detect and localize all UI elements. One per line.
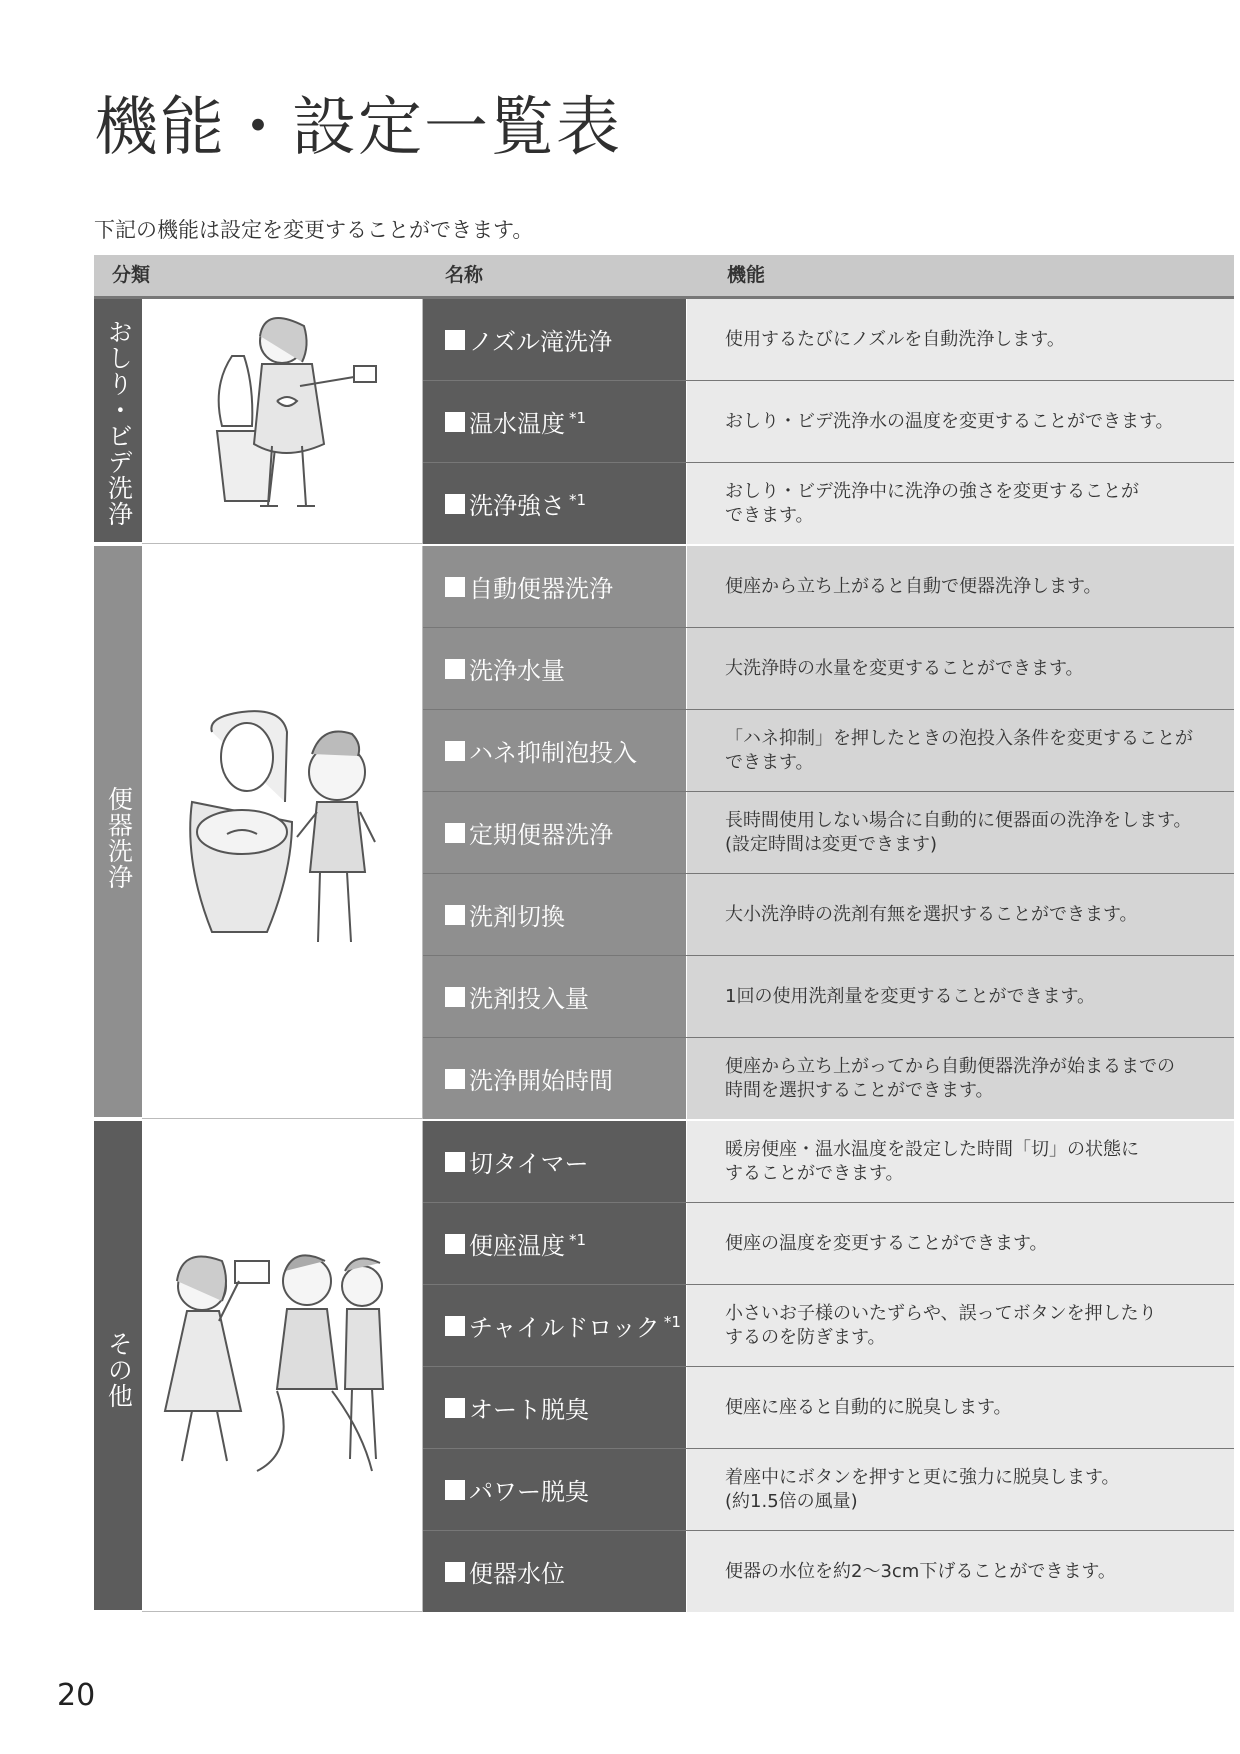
header-name: 名称 (445, 264, 484, 286)
square-bullet-icon (445, 330, 465, 350)
function-description: 便座に座ると自動的に脱臭します。 (687, 1367, 1234, 1448)
table-group-other (94, 1121, 1234, 1614)
function-settings-table (94, 255, 1234, 1614)
category-label-other: その他 (94, 1121, 142, 1612)
category-label-bowl-cleaning: 便器洗浄 (94, 546, 142, 1119)
function-description: 便座から立ち上がると自動で便器洗浄します。 (687, 546, 1234, 627)
function-description: 暖房便座・温水温度を設定した時間「切」の状態に することができます。 (687, 1121, 1234, 1202)
function-name: 便器水位 (423, 1531, 687, 1612)
group-rows (423, 299, 1234, 544)
table-row (423, 874, 1234, 956)
function-description: 「ハネ抑制」を押したときの泡投入条件を変更することが できます。 (687, 710, 1234, 791)
square-bullet-icon (445, 1480, 465, 1500)
square-bullet-icon (445, 1234, 465, 1254)
function-description: 小さいお子様のいたずらや、誤ってボタンを押したり するのを防ぎます。 (687, 1285, 1234, 1366)
woman-toilet-illustration (182, 306, 382, 536)
function-name: 温水温度 $^{*1}$ (423, 381, 687, 462)
function-description: 便座の温度を変更することができます。 (687, 1203, 1234, 1284)
function-name: 自動便器洗浄 (423, 546, 687, 627)
function-description: 長時間使用しない場合に自動的に便器面の洗浄をします。 (設定時間は変更できます) (687, 792, 1234, 873)
table-row (423, 1121, 1234, 1203)
category-label-washing: おしり・ビデ洗浄 (94, 299, 142, 544)
table-row (423, 1038, 1234, 1119)
function-description: おしり・ビデ洗浄水の温度を変更することができます。 (687, 381, 1234, 462)
function-name: 洗浄水量 (423, 628, 687, 709)
table-row (423, 1531, 1234, 1612)
square-bullet-icon (445, 987, 465, 1007)
group-rows (423, 1121, 1234, 1612)
table-row (423, 381, 1234, 463)
illustration-woman-seated (142, 299, 423, 544)
table-group-bowl-cleaning (94, 546, 1234, 1121)
function-description: 便座から立ち上がってから自動便器洗浄が始まるまでの 時間を選択することができます。 (687, 1038, 1234, 1119)
illustration-boy-toilet (142, 546, 423, 1119)
square-bullet-icon (445, 1069, 465, 1089)
function-name: 洗浄強さ $^{*1}$ (423, 463, 687, 544)
function-name: オート脱臭 (423, 1367, 687, 1448)
table-row (423, 792, 1234, 874)
header-category: 分類 (112, 264, 151, 286)
function-name: 定期便器洗浄 (423, 792, 687, 873)
illustration-family (142, 1121, 423, 1612)
table-row (423, 299, 1234, 381)
square-bullet-icon (445, 577, 465, 597)
square-bullet-icon (445, 412, 465, 432)
function-description: 便器の水位を約2〜3cm下げることができます。 (687, 1531, 1234, 1612)
table-row (423, 1285, 1234, 1367)
function-description: 着座中にボタンを押すと更に強力に脱臭します。 (約1.5倍の風量) (687, 1449, 1234, 1530)
function-name: 洗剤投入量 (423, 956, 687, 1037)
table-row (423, 463, 1234, 544)
function-description: 大洗浄時の水量を変更することができます。 (687, 628, 1234, 709)
header-function: 機能 (727, 264, 766, 286)
table-header-row (94, 255, 1234, 299)
function-name: ノズル滝洗浄 (423, 299, 687, 380)
table-group-washing (94, 299, 1234, 546)
table-row (423, 1367, 1234, 1449)
square-bullet-icon (445, 1562, 465, 1582)
function-name: パワー脱臭 (423, 1449, 687, 1530)
function-name: 洗剤切換 (423, 874, 687, 955)
table-row (423, 1203, 1234, 1285)
group-rows (423, 546, 1234, 1119)
function-name: チャイルドロック $^{*1}$ (423, 1285, 687, 1366)
function-description: 大小洗浄時の洗剤有無を選択することができます。 (687, 874, 1234, 955)
table-row (423, 710, 1234, 792)
function-name: ハネ抑制泡投入 (423, 710, 687, 791)
function-name: 便座温度 $^{*1}$ (423, 1203, 687, 1284)
square-bullet-icon (445, 1398, 465, 1418)
function-description: おしり・ビデ洗浄中に洗浄の強さを変更することが できます。 (687, 463, 1234, 544)
table-row (423, 628, 1234, 710)
square-bullet-icon (445, 741, 465, 761)
function-name: 洗浄開始時間 (423, 1038, 687, 1119)
page-subtitle: 下記の機能は設定を変更することができます。 (94, 218, 534, 242)
boy-toilet-illustration (172, 702, 392, 962)
square-bullet-icon (445, 1152, 465, 1172)
function-description: 使用するたびにノズルを自動洗浄します。 (687, 299, 1234, 380)
family-illustration (157, 1241, 407, 1491)
square-bullet-icon (445, 905, 465, 925)
square-bullet-icon (445, 823, 465, 843)
table-row (423, 956, 1234, 1038)
table-row (423, 546, 1234, 628)
page-number: 20 (57, 1678, 96, 1713)
square-bullet-icon (445, 494, 465, 514)
page-title: 機能・設定一覧表 (94, 91, 622, 165)
square-bullet-icon (445, 1316, 465, 1336)
square-bullet-icon (445, 659, 465, 679)
table-row (423, 1449, 1234, 1531)
function-name: 切タイマー (423, 1121, 687, 1202)
function-description: 1回の使用洗剤量を変更することができます。 (687, 956, 1234, 1037)
